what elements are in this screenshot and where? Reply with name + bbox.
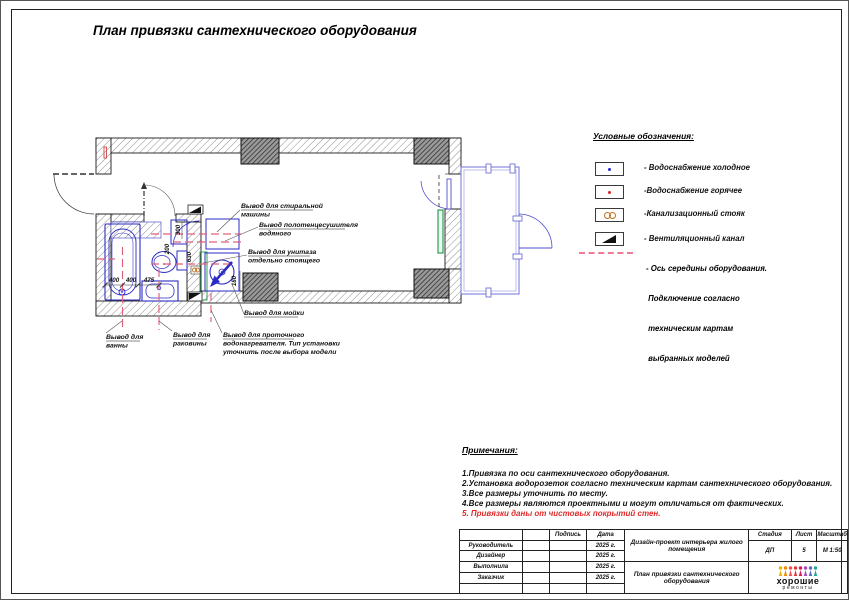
tb-col-date: Дата	[586, 530, 625, 541]
callout-toilet	[203, 248, 320, 265]
tb-stage-value: ДП	[749, 541, 792, 562]
svg-text:Вывод полотенцесушителя: Вывод полотенцесушителя	[259, 222, 359, 229]
sewer-riser-symbol	[191, 266, 200, 274]
tb-role: Выполнила	[460, 562, 523, 573]
sewer-riser-symbol-icon	[595, 208, 624, 222]
note-5: 5. Привязки даны от чистовых покрытий стен.	[462, 509, 661, 518]
faucet-arrow	[216, 262, 232, 280]
note-4: 4.Все размеры являются проектными и могут отличаться от фактических.	[462, 499, 784, 508]
tb-date: 2025 г.	[586, 562, 625, 573]
svg-text:400: 400	[108, 277, 120, 284]
legend-title: Условные обозначения:	[593, 131, 694, 141]
legend-item-vent-channel: - Вентиляционный канал	[644, 234, 745, 243]
svg-text:машины: машины	[241, 211, 270, 219]
window-mullions	[486, 164, 522, 297]
tb-col-scale: Масштаб	[817, 530, 848, 541]
tb-date: 2025 г.	[586, 551, 625, 562]
washing-machine	[206, 219, 239, 249]
note-2: 2.Установка водорозеток согласно техническим картам сантехнического оборудования.	[462, 479, 833, 488]
tb-date: 2025 г.	[586, 541, 625, 551]
logo-figures-icon	[749, 565, 847, 577]
legend-item-axis: - Ось середины оборудования. Подключение согласно техническим картам выбранных моделей	[646, 264, 767, 363]
svg-text:раковины: раковины	[173, 340, 207, 348]
hot-water-symbol-icon	[595, 185, 624, 199]
notes-title: Примечания:	[462, 445, 518, 455]
balcony-side-door-swing	[519, 214, 552, 248]
callout-basin	[159, 321, 210, 348]
tb-col-sheet: Лист	[791, 530, 817, 541]
svg-text:ванны: ванны	[106, 342, 128, 350]
svg-text:водонагревателя. Тип установки: водонагревателя. Тип установки	[223, 340, 340, 348]
logo-word-2: ремонты	[782, 584, 814, 591]
cold-water-symbol-icon	[595, 162, 624, 176]
tb-role: Дизайнер	[460, 551, 523, 562]
callout-bath	[106, 321, 143, 350]
svg-text:300: 300	[175, 224, 182, 236]
svg-text:180: 180	[231, 275, 238, 287]
note-3: 3.Все размеры уточнить по месту.	[462, 489, 608, 498]
svg-text:Вывод для унитаза: Вывод для унитаза	[248, 249, 317, 256]
svg-text:уточнить после выбора модели: уточнить после выбора модели	[223, 349, 337, 356]
axis-symbol-icon	[579, 252, 633, 254]
tb-col-stage: Стадия	[749, 530, 792, 541]
title-block	[459, 529, 848, 594]
tb-role: Заказчик	[460, 573, 523, 584]
callout-towel-dryer	[225, 221, 358, 241]
svg-text:630: 630	[186, 251, 193, 263]
page-title: План привязки сантехнического оборудования	[93, 23, 417, 38]
tb-sheet-value: 5	[791, 541, 817, 562]
svg-text:Вывод для проточного: Вывод для проточного	[223, 332, 305, 339]
legend-item-hot-water: -Водоснабжение горячее	[644, 186, 743, 195]
company-logo	[749, 562, 848, 594]
balcony-door-leaf	[447, 179, 451, 209]
balcony-door-swing	[421, 181, 449, 209]
svg-text:400: 400	[125, 277, 137, 284]
svg-text:Вывод для мойки: Вывод для мойки	[244, 310, 305, 317]
svg-text:200: 200	[164, 243, 171, 255]
svg-text:водяного: водяного	[259, 230, 292, 238]
svg-text:Вывод для стиральной: Вывод для стиральной	[241, 203, 323, 210]
svg-text:отдельно стоящего: отдельно стоящего	[248, 257, 321, 265]
tb-project-name: Дизайн-проект интерьера жилого помещения	[625, 530, 749, 562]
tb-role: Руководитель	[460, 541, 523, 551]
tb-drawing-name: План привязки сантехнического оборудования	[625, 562, 749, 594]
tb-scale-value: М 1:50	[817, 541, 848, 562]
piers	[241, 138, 449, 301]
radiator	[438, 210, 443, 253]
bathroom-door	[141, 182, 175, 216]
tb-empty	[460, 530, 523, 541]
svg-text:Вывод для: Вывод для	[173, 332, 211, 339]
legend-item-cold-water: - Водоснабжение холодное	[644, 163, 750, 172]
svg-text:475: 475	[143, 277, 155, 284]
tb-date: 2025 г.	[586, 573, 625, 584]
legend-item-sewer-riser: -Канализационный стояк	[644, 209, 745, 218]
tb-col-signature: Подпись	[550, 530, 587, 541]
logo-word-1: хорошие	[776, 575, 820, 586]
vent-channel-symbol-icon	[595, 232, 624, 246]
note-1: 1.Привязка по оси сантехнического оборудования.	[462, 469, 670, 478]
svg-text:Вывод для: Вывод для	[106, 334, 144, 341]
